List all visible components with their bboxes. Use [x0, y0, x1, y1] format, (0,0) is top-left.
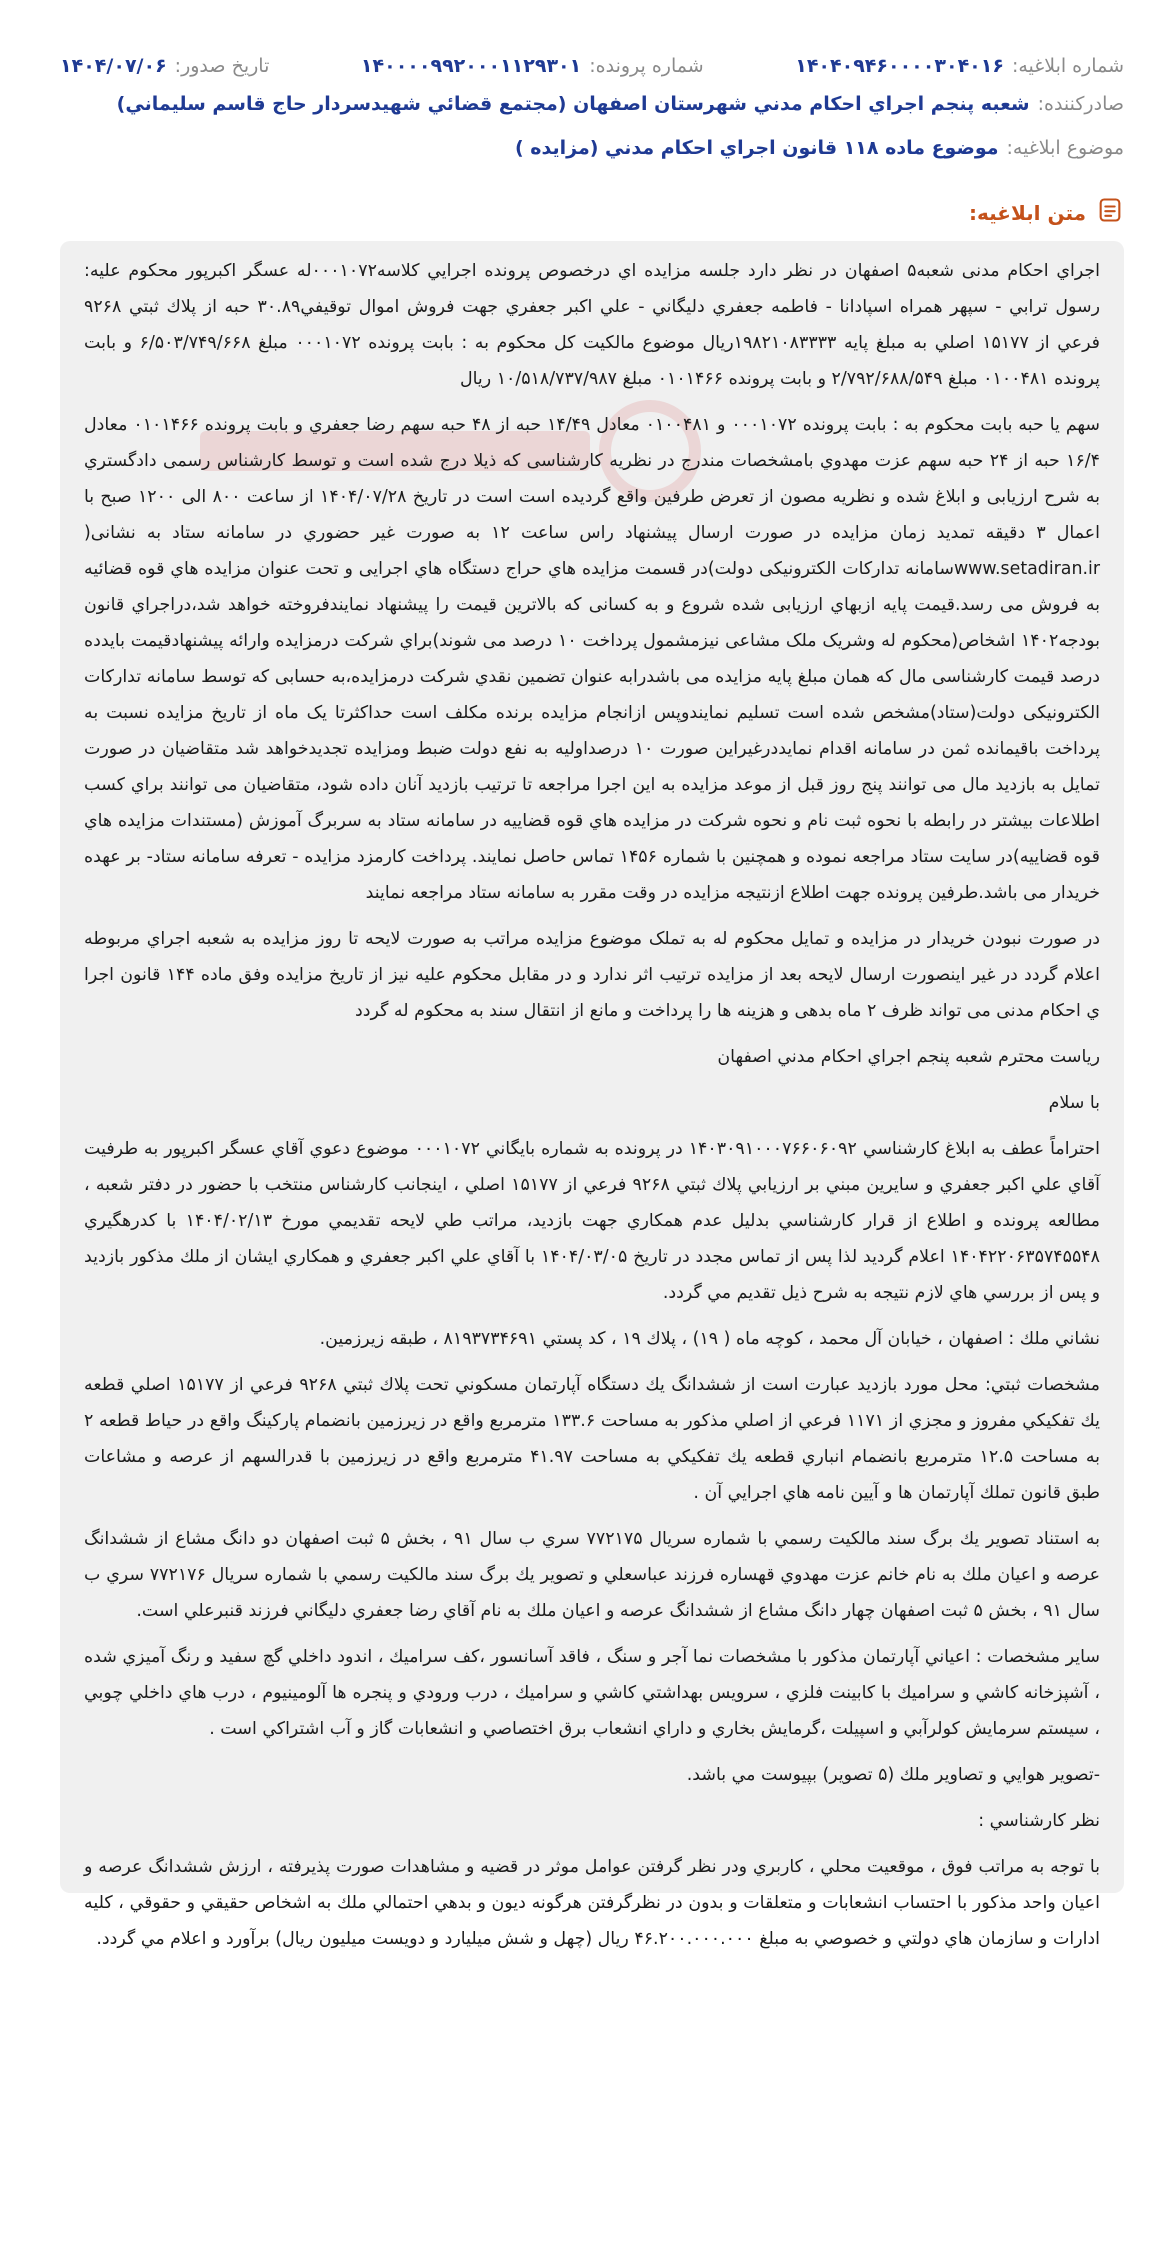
- subject-row: [60, 137, 1124, 159]
- notice-number: [795, 55, 1124, 77]
- body-paragraph: نظر كارشناسي :: [978, 1811, 1100, 1831]
- document-text-icon: [1096, 196, 1124, 229]
- body-paragraph: مشخصات ثبتي: محل مورد بازديد عبارت است از ششدانگ يك دستگاه آپارتمان مسكوني تحت پلاك ثبتي ۹۲۶۸ فرعي از ۱۵۱۷۷ اصلي قطعه يك تفكيكي مفروز و مجزي از ۱۱۷۱ فرعي از اصلي مذكور به مساحت ۱۳۳.۶ مترمربع واقع در زيرزمين بانضمام پاركينگ واقع در حياط قطعه ۲ به مساحت ۱۲.۵ مترمربع بانضمام انباري قطعه يك تفكيكي به مساحت ۴۱.۹۷ مترمربع واقع در زيرزمين با قدرالسهم از عرصه و مشاعات طبق قانون تملك آپارتمان ها و آيين نامه هاي اجرايي آن .: [84, 1375, 1100, 1503]
- body-paragraph: اجراي احکام مدنی شعبه۵ اصفهان در نظر دارد جلسه مزایده اي درخصوص پرونده اجرایي کلاسه۰۰۰۱۰۷۲له عسگر اکبرپور محکوم علیه: رسول ترابي - سپهر همراه اسپادانا - فاطمه جعفري دليگاني - علي اكبر جعفري جهت فروش اموال توقيفي۳۰.۸۹ حبه از پلاك ثبتي ۹۲۶۸ فرعي از ۱۵۱۷۷ اصلي به مبلغ پایه ۱۹۸۲۱۰۸۳۳۳۳ريال موضوع مالکیت کل محکوم به : بابت پرونده ۰۰۰۱۰۷۲ مبلغ ۶/۵۰۳/۷۴۹/۶۶۸ و بابت پرونده ۰۱۰۰۴۸۱ مبلغ ۲/۷۹۲/۶۸۸/۵۴۹ و بابت پرونده ۰۱۰۱۴۶۶ مبلغ ۱۰/۵۱۸/۷۳۷/۹۸۷ ريال: [84, 261, 1100, 389]
- subject-value: موضوع ماده ۱۱۸ قانون اجراي احكام مدني (مزايده ): [515, 137, 999, 159]
- body-paragraph: -تصوير هوايي و تصاوير ملك (۵ تصوير) بپيوست مي باشد.: [686, 1765, 1100, 1785]
- issue-date-label: تاریخ صدور:: [174, 55, 270, 77]
- issue-date-value: ۱۴۰۴/۰۷/۰۶: [60, 55, 167, 77]
- body-paragraph: ساير مشخصات : اعياني آپارتمان مذكور با مشخصات نما آجر و سنگ ، فاقد آسانسور ،كف سراميك ، اندود داخلي گچ سفيد و رنگ آميزي شده ، آشپزخانه كاشي و سراميك با كابينت فلزي ، سرويس بهداشتي كاشي و سراميك ، درب ورودي و پنجره ها آلومينيوم ، درب هاي داخلي چوبي ، سيستم سرمايش كولرآبي و اسپيلت ،گرمايش بخاري و داراي انشعاب برق اختصاصي و انشعابات گاز و آب اشتراكي است .: [84, 1647, 1100, 1739]
- body-paragraph: رياست محترم شعبه پنجم اجراي احكام مدني اصفهان: [717, 1047, 1100, 1067]
- notice-number-value: ۱۴۰۴۰۹۴۶۰۰۰۰۳۰۴۰۱۶: [795, 55, 1004, 77]
- notice-text-heading: [969, 196, 1124, 229]
- notice-body: [60, 241, 1124, 1949]
- issuer-label: صادرکننده:: [1037, 93, 1124, 115]
- body-paragraph: سهم یا حبه بابت محکوم به : بابت پرونده ۰۰۰۱۰۷۲ و ۰۱۰۰۴۸۱ معادل ۱۴/۴۹ حبه از ۴۸ حبه سهم رضا جعفري و بابت پرونده ۰۱۰۱۴۶۶ معادل ۱۶/۴ حبه از ۲۴ حبه سهم عزت مهدوي بامشخصات مندرج در نظریه کارشناسی که ذیلا درج شده است و توسط کارشناس رسمی دادگستري به شرح ارزیابی و ابلاغ شده و نظریه مصون از تعرض طرفین واقع گردیده است است در تاریخ ۱۴۰۴/۰۷/۲۸ از ساعت ۸۰۰ الی ۱۲۰۰ صبح با اعمال ۳ دقیقه تمدید زمان مزایده در صورت ارسال پیشنهاد راس ساعت ۱۲ به صورت غیر حضوري در سامانه ستاد به نشانی( www.setadiran.irسامانه تدارکات الکترونیکی دولت)در قسمت مزایده هاي حراج دستگاه هاي اجرایی و تحت عنوان مزایده هاي قوه قضائیه به فروش می رسد.قیمت پایه ازبهاي ارزیابی شده شروع و به کسانی که بالاترین قیمت را پیشنهاد نمایندفروخته خواهد شد،دراجراي قانون بودجه۱۴۰۲ اشخاص(محکوم له وشریک ملک مشاعی نیزمشمول پرداخت ۱۰ درصد می شوند)براي شرکت درمزایده وارائه پیشنهادقیمت بایدده درصد قیمت کارشناسی مال که همان مبلغ پایه مزایده می باشدرابه عنوان تضمین نقدي شرکت درمزایده،به حسابی که توسط سامانه تدارکات الکترونیکی دولت(ستاد)مشخص شده است تسلیم نمایندوپس ازانجام مزایده برنده مکلف است حداکثرتا یک ماه از تاریخ مزایده نسبت به پرداخت باقیمانده ثمن در سامانه اقدام نمایددرغیراین صورت ۱۰ درصداولیه به نفع دولت ضبط ومزایده تجدیدخواهد شد متقاضیان در صورت تمایل به بازدید مال می توانند پنج روز قبل از موعد مزایده به این اجرا مراجعه تا ترتیب بازدید آنان داده شود، متقاضیان می توانند براي کسب اطلاعات بیشتر در رابطه با نحوه ثبت نام و نحوه شرکت در مزایده هاي قوه قضاییه در سامانه ستاد به سربرگ آموزش (مستندات مزایده هاي قوه قضاییه)در سایت ستاد مراجعه نموده و همچنین با شماره ۱۴۵۶ تماس حاصل نمایند. پرداخت کارمزد مزایده - تعرفه سامانه ستاد- بر عهده خریدار می باشد.طرفین پرونده جهت اطلاع ازنتیجه مزایده در وقت مقرر به سامانه ستاد مراجعه نمایند: [84, 415, 1100, 903]
- issue-date: [60, 55, 269, 77]
- notice-meta-row: [60, 46, 1124, 86]
- case-number-label: شماره پرونده:: [589, 55, 704, 77]
- subject-label: موضوع ابلاغیه:: [1006, 137, 1124, 159]
- notice-text-title: متن ابلاغیه:: [968, 200, 1086, 225]
- body-paragraph: در صورت نبودن خریدار در مزایده و تمایل محکوم له به تملک موضوع مزایده مراتب به صورت لایحه تا روز مزایده به شعبه اجراي مربوطه اعلام گردد در غیر اینصورت ارسال لایحه بعد از مزایده ترتیب اثر ندارد و در مقابل محکوم علیه نیز از تاریخ مزایده وفق ماده ۱۴۴ قانون اجرا ي احکام مدنی می تواند ظرف ۲ ماه بدهی و هزینه ها را پرداخت و مانع از انتقال سند به محکوم له گردد: [84, 929, 1100, 1021]
- body-paragraph: با توجه به مراتب فوق ، موقعيت محلي ، كاربري ودر نظر گرفتن عوامل موثر در قضيه و مشاهدات صورت پذيرفته ، ارزش ششدانگ عرصه و اعيان واحد مذكور با احتساب انشعابات و متعلقات و بدون در نظرگرفتن هرگونه ديون و بدهي احتمالي ملك به اشخاص حقيقي و حقوقي ، كليه ادارات و سازمان هاي دولتي و خصوصي به مبلغ ۴۶.۲۰۰.۰۰۰.۰۰۰ ريال (چهل و شش ميليارد و دويست ميليون ريال) برآورد و اعلام مي گردد.: [84, 1857, 1100, 1949]
- issuer-value: شعبه پنجم اجراي احكام مدني شهرستان اصفهان (مجتمع قضائي شهيدسردار حاج قاسم سليماني): [116, 93, 1030, 115]
- case-number: [361, 55, 704, 77]
- body-paragraph: به استناد تصوير يك برگ سند مالكيت رسمي با شماره سريال ۷۷۲۱۷۵ سري ب سال ۹۱ ، بخش ۵ ثبت اصفهان دو دانگ مشاع از ششدانگ عرصه و اعيان ملك به نام خانم عزت مهدوي قهساره فرزند عباسعلي و تصوير يك برگ سند مالكيت رسمي با شماره سريال ۷۷۲۱۷۶ سري ب سال ۹۱ ، بخش ۵ ثبت اصفهان چهار دانگ مشاع از ششدانگ عرصه و اعيان ملك به نام آقاي رضا جعفري دليگاني فرزند قنبرعلي است.: [84, 1529, 1100, 1621]
- body-paragraph: احتراماً عطف به ابلاغ كارشناسي ۱۴۰۳۰۹۱۰۰۰۷۶۶۰۶۰۹۲ در پرونده به شماره بايگاني ۰۰۰۱۰۷۲ موضوع دعوي آقاي عسگر اكبرپور به طرفيت آقاي علي اكبر جعفري و سايرين مبني بر ارزيابي پلاك ثبتي ۹۲۶۸ فرعي از ۱۵۱۷۷ اصلي ، اينجانب كارشناس منتخب با حضور در دفتر شعبه ، مطالعه پرونده و اطلاع از قرار كارشناسي بدليل عدم همكاري جهت بازديد، مراتب طي لايحه تقديمي مورخ ۱۴۰۴/۰۲/۱۳ با كدرهگيري ۱۴۰۴۲۲۰۶۳۵۷۴۵۵۴۸ اعلام گرديد لذا پس از تماس مجدد در تاريخ ۱۴۰۴/۰۳/۰۵ با آقاي علي اكبر جعفري و همكاري ايشان از ملك مذكور بازديد و پس از بررسي هاي لازم نتيجه به شرح ذيل تقديم مي گردد.: [84, 1139, 1101, 1303]
- body-paragraph: نشاني ملك : اصفهان ، خيابان آل محمد ، كوچه ماه ( ۱۹) ، پلاك ۱۹ ، كد پستي ۸۱۹۳۷۳۴۶۹۱ ، طبقه زيرزمين.: [319, 1329, 1100, 1349]
- case-number-value: ۱۴۰۰۰۰۹۹۲۰۰۰۱۱۲۹۳۰۱: [360, 55, 582, 77]
- notice-number-label: شماره ابلاغیه:: [1011, 55, 1124, 77]
- body-paragraph: با سلام: [1048, 1093, 1100, 1113]
- issuer-row: [60, 93, 1124, 115]
